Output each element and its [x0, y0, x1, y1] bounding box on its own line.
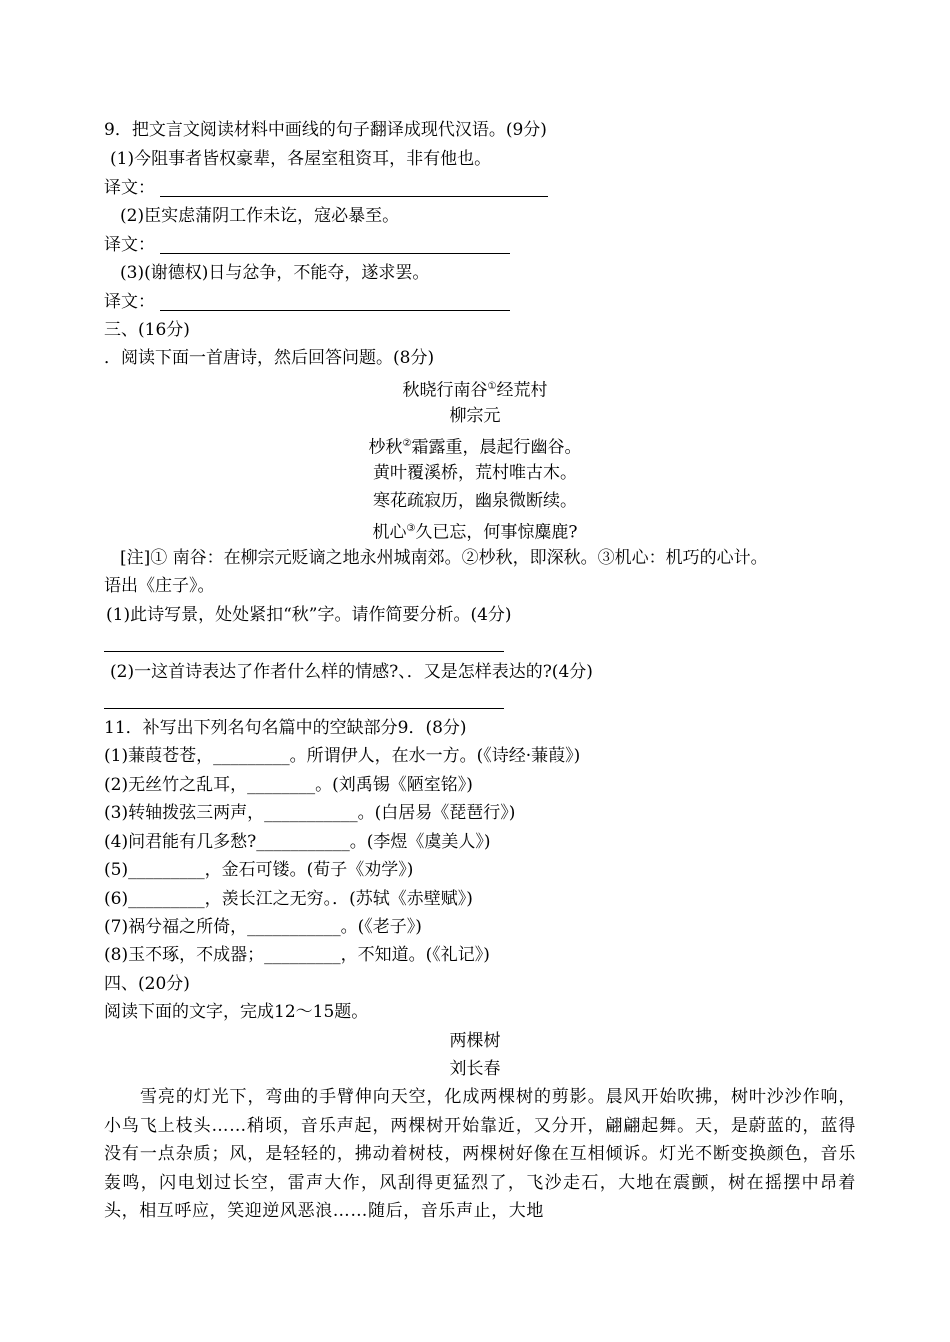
poem-author: 柳宗元 — [449, 406, 501, 426]
poem-title-tail: 经荒村 — [496, 380, 548, 401]
poem-line-4-note-mark: ③ — [406, 523, 416, 534]
q10-title: ．阅读下面一首唐诗，然后回答问题。(8分) — [104, 348, 435, 368]
poem-title — [0, 376, 950, 402]
poem-line-4-a: 机心 — [372, 522, 407, 543]
q11-item-4: (4)问君能有几多愁?___________。(李煜《虞美人》) — [104, 832, 491, 852]
q9-sentence-2: (2)臣实虑蒲阴工作未讫，寇必暴至。 — [120, 206, 400, 226]
q9-translation-label-1: 译文： — [104, 178, 155, 198]
q10-subquestion-2: (2)一这首诗表达了作者什么样的情感?、．又是怎样表达的?(4分) — [110, 662, 593, 682]
essay-title: 两棵树 — [449, 1031, 501, 1051]
q11-title: 11．补写出下列名句名篇中的空缺部分9．(8分) — [104, 718, 467, 738]
q11-item-3: (3)转轴拨弦三两声，___________。(白居易《琵琶行》) — [104, 803, 516, 823]
section-3-heading: 三、(16分) — [104, 320, 190, 340]
poem-title-note-mark: ① — [487, 381, 497, 392]
poem-line-1 — [0, 433, 950, 459]
q10-answer-line-2 — [104, 708, 504, 709]
q9-answer-line-1 — [160, 196, 548, 197]
q9-title: 9．把文言文阅读材料中画线的句子翻译成现代汉语。(9分) — [104, 120, 547, 140]
q11-item-2: (2)无丝竹之乱耳，________。(刘禹锡《陋室铭》) — [104, 775, 473, 795]
poem-notes-line-1: [注]① 南谷：在柳宗元贬谪之地永州城南郊。②杪秋，即深秋。③机心：机巧的心计。 — [120, 548, 768, 568]
q10-answer-line-1 — [104, 651, 504, 652]
q9-sentence-1: (1)今阻事者皆权豪辈，各屋室租资耳，非有他也。 — [110, 149, 492, 169]
q11-item-1: (1)蒹葭苍苍，_________。所谓伊人，在水一方。(《诗经·蒹葭》) — [104, 746, 581, 766]
poem-line-4 — [0, 518, 950, 544]
poem-line-1-a: 杪秋 — [368, 437, 403, 458]
section-4-intro: 阅读下面的文字，完成12～15题。 — [104, 1002, 369, 1022]
poem-line-1-b: 霜露重，晨起行幽谷。 — [411, 437, 582, 458]
q11-item-8: (8)玉不琢，不成器；_________，不知道。(《礼记》) — [104, 945, 490, 965]
q10-subquestion-1: (1)此诗写景，处处紧扣“秋”字。请作简要分析。(4分) — [106, 605, 512, 625]
poem-line-4-b: 久已忘，何事惊麋鹿? — [415, 522, 578, 543]
poem-line-3: 寒花疏寂历，幽泉微断续。 — [373, 491, 577, 511]
q11-item-7: (7)祸兮福之所倚，___________。(《老子》) — [104, 917, 422, 937]
poem-line-1-note-mark: ② — [402, 438, 412, 449]
poem-notes-line-2: 语出《庄子》。 — [104, 576, 215, 596]
section-4-heading: 四、(20分) — [104, 974, 190, 994]
q11-item-5: (5)_________，金石可镂。(荀子《劝学》) — [104, 860, 414, 880]
q9-translation-label-2: 译文： — [104, 235, 155, 255]
q9-answer-line-2 — [160, 253, 510, 254]
q9-sentence-3: (3)(谢德权)日与忿争，不能夺，遂求罢。 — [120, 263, 430, 283]
q11-item-6: (6)_________，羡长江之无穷。．(苏轼《赤壁赋》) — [104, 889, 473, 909]
poem-line-2: 黄叶覆溪桥，荒村唯古木。 — [373, 463, 577, 483]
essay-author: 刘长春 — [449, 1059, 501, 1079]
essay-body-paragraph: 雪亮的灯光下，弯曲的手臂伸向天空，化成两棵树的剪影。晨风开始吹拂，树叶沙沙作响，小鸟飞上枝头……稍顷，音乐声起，两棵树开始靠近，又分开，翩翩起舞。天，是蔚蓝的，蓝得没有一点杂质；风，是轻轻的，拂动着树枝，两棵树好像在互相倾诉。灯光不断变换颜色，音乐轰鸣，闪电划过长空，雷声大作，风刮得更猛烈了，飞沙走石，大地在震颤，树在摇摆中昂着头，相互呼应，笑迎逆风恶浪……随后，音乐声止，大地 — [104, 1087, 856, 1222]
q9-translation-label-3: 译文： — [104, 292, 155, 312]
poem-title-text: 秋晓行南谷 — [402, 380, 488, 401]
q9-answer-line-3 — [160, 310, 510, 311]
